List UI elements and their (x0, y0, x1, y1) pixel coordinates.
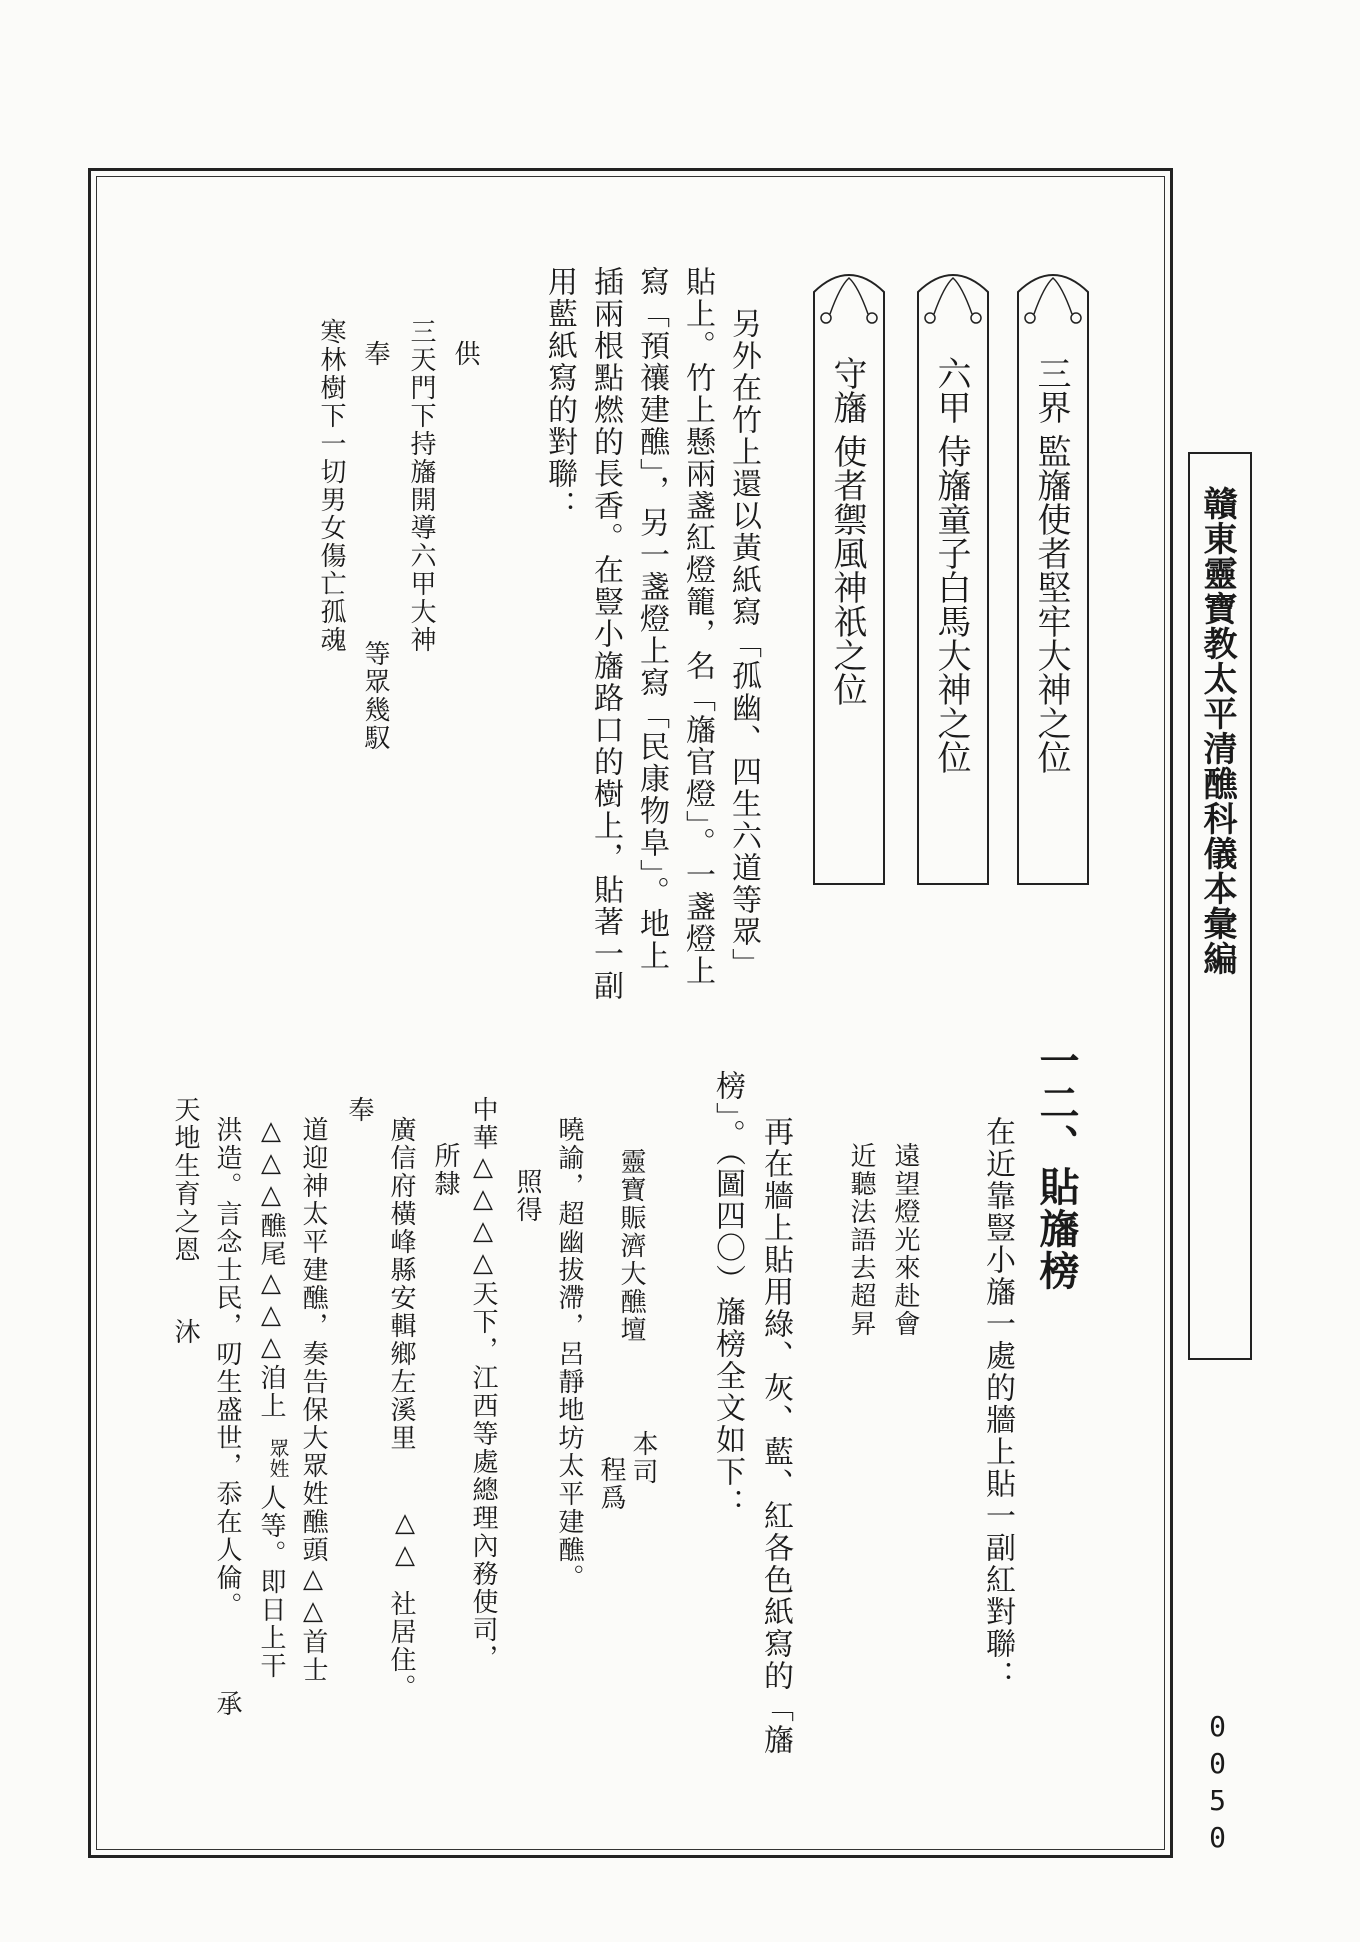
red-couplet-line2: 近聽法語去超昇 (846, 1142, 876, 1338)
tablet-main: 監旛使者堅牢大神之位 (1031, 434, 1071, 774)
announcement-zhongxing: 眾姓 (266, 1438, 290, 1478)
couplet-gong: 供 (450, 340, 480, 368)
announcement-daoying: 道迎神太平建醮，奏告保大眾姓醮頭△△首士 (298, 1116, 328, 1684)
announcement-shejuzhu: 社居住。 (386, 1590, 416, 1702)
section-heading: 一二、貼旛榜 (1033, 1040, 1080, 1292)
tablet-top: 守旛 (827, 356, 867, 424)
announcement-tiandi: 天地生育之恩 (170, 1096, 200, 1264)
couplet-deng: 等眾幾馭 (360, 640, 390, 752)
red-couplet-line1: 遠望燈光來赴會 (890, 1142, 920, 1338)
announcement-suoli: 所隸 (430, 1142, 460, 1198)
announcement-zhonghua: 中華△△△△天下，江西等處總理內務使司， (468, 1096, 498, 1672)
paragraph2: 在近靠豎小旛一處的牆上貼一副紅對聯： (980, 1116, 1015, 1692)
announcement-chengwei: 程爲 (596, 1456, 626, 1512)
announcement-hongzao: 洪造。言念士民，叨生盛世，忝在人倫。 (212, 1116, 242, 1620)
announcement-mu: 沐 (170, 1318, 200, 1346)
paragraph1-line: 另外在竹上還以黃紙寫「孤幽、四生六道等眾」 (726, 308, 761, 980)
book-title: 贛東靈寶教太平清醮科儀本彙編 (1197, 486, 1237, 976)
paragraph3-line: 榜」。（圖四〇）旛榜全文如下： (710, 1070, 745, 1520)
tablet-liujia (912, 256, 994, 888)
page-number: 0050 (1201, 1710, 1234, 1858)
paragraph1-line: 貼上。竹上懸兩盞紅燈籠，名「旛官燈」。一盞燈上 (680, 266, 715, 987)
announcement-feng: 奉 (344, 1096, 374, 1124)
tablet-main: 侍旛童子白馬大神之位 (931, 434, 971, 774)
couplet-line1: 三天門下持旛開導六甲大神 (406, 318, 436, 654)
announcement-jiaowei: △△△醮尾△△△ (256, 1116, 286, 1364)
announcement-bensi: 本司 (628, 1430, 658, 1486)
announcement-rendeng: 人等。即日上干 (256, 1484, 286, 1680)
tablet-shoufan (808, 256, 890, 888)
announcement-cheng: 承 (212, 1690, 242, 1718)
announcement-altar: 靈寶賑濟大醮壇 (616, 1148, 646, 1344)
announcement-xiaoyu: 曉諭，超幽拔滯，呂靜地坊太平建醮。 (554, 1116, 584, 1592)
announcement-jishang: 洎上 (256, 1364, 286, 1420)
tablet-top: 六甲 (931, 356, 971, 424)
paragraph1-line: 寫「預禳建醮」，另一盞燈上寫「民康物阜」。地上 (634, 266, 669, 972)
tablet-top: 三界 (1031, 356, 1071, 424)
announcement-zhaode: 照得 (512, 1168, 542, 1224)
announcement-triangles: △△ (390, 1508, 420, 1572)
paragraph1-line: 插兩根點燃的長香。在豎小旛路口的樹上，貼著一副 (588, 266, 623, 1002)
couplet-feng: 奉 (360, 340, 390, 368)
couplet-line2: 寒林樹下一切男女傷亡孤魂 (316, 318, 346, 654)
announcement-guangxin: 廣信府橫峰縣安輯鄉左溪里 (386, 1116, 416, 1452)
tablet-main: 使者禦風神祇之位 (827, 434, 867, 706)
paragraph3-line: 再在牆上貼用綠、灰、藍、紅各色紙寫的「旛 (758, 1116, 793, 1756)
tablet-sanjie (1012, 256, 1094, 888)
paragraph1-line: 用藍紙寫的對聯： (542, 266, 577, 522)
